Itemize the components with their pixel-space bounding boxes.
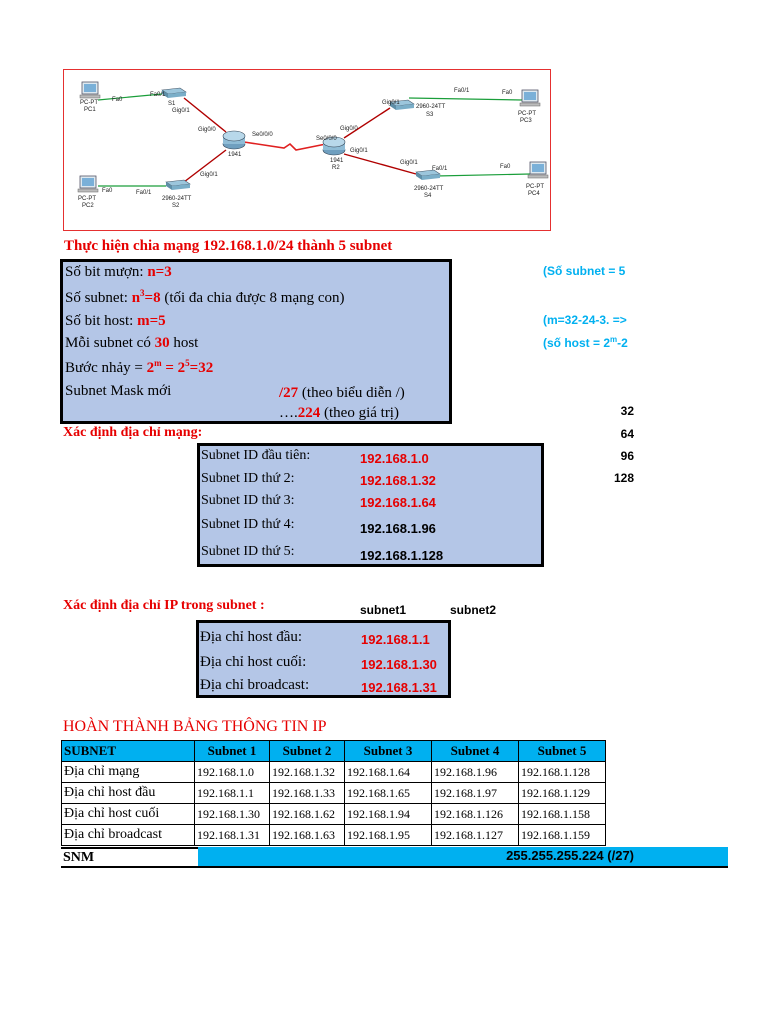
- subnet-id-label-3: Subnet ID thứ 3:: [201, 493, 295, 508]
- table-row: [62, 804, 606, 825]
- first-host-label: Địa chỉ host đầu:: [200, 629, 303, 645]
- hosts-per-subnet-line: Mỗi subnet có 30 host: [65, 335, 199, 351]
- host-range-box: [196, 620, 451, 698]
- bit-borrow-value: n=3: [147, 264, 172, 280]
- r1-port-se000: Se0/0/0: [252, 132, 273, 138]
- pc2-port: Fa0: [102, 188, 113, 194]
- router-r1-icon: [223, 131, 245, 149]
- subnet-id-label-5: Subnet ID thứ 5:: [201, 544, 295, 559]
- step-number-1: 32: [620, 404, 634, 418]
- r2-port-gig00: Gig0/0: [340, 126, 358, 132]
- pc3-type: PC-PT: [518, 111, 536, 117]
- table-header-subnet-5: Subnet 5: [519, 741, 606, 762]
- table-cell: 192.168.1.65: [345, 783, 432, 804]
- r2-name: R2: [332, 165, 340, 171]
- table-cell: 192.168.1.127: [432, 825, 519, 846]
- step-number-3: 96: [620, 449, 634, 463]
- row-label-network: Địa chỉ mạng: [62, 762, 195, 783]
- ip-info-table: [61, 740, 606, 846]
- snm-bar: [198, 847, 728, 868]
- pc1-type: PC-PT: [80, 100, 98, 106]
- table-cell: 192.168.1.0: [195, 762, 270, 783]
- s2-name: S2: [172, 203, 180, 209]
- table-cell: 192.168.1.128: [519, 762, 606, 783]
- network-topology-diagram: [63, 69, 551, 231]
- table-header-row: [62, 741, 606, 762]
- subnet-id-value-4: 192.168.1.96: [360, 521, 436, 536]
- table-header-subnet-1: Subnet 1: [195, 741, 270, 762]
- pc2-icon: [78, 176, 98, 192]
- s4-model: 2960-24TT: [414, 186, 444, 192]
- note-subnet-count: (Số subnet = 5: [543, 264, 626, 278]
- s3-model: 2960-24TT: [416, 104, 446, 110]
- table-row: [62, 762, 606, 783]
- pc4-name: PC4: [528, 191, 540, 197]
- link-r2-s3: [344, 108, 390, 138]
- table-row: [62, 825, 606, 846]
- pc1-port: Fa0: [112, 97, 123, 103]
- first-host-value: 192.168.1.1: [361, 632, 430, 647]
- table-cell: 192.168.1.31: [195, 825, 270, 846]
- s4-name: S4: [424, 193, 432, 199]
- r2-port-se000: Se0/0/0: [316, 136, 337, 142]
- step-value: $2^m = 2^5=32$: [146, 358, 214, 376]
- broadcast-label: Địa chỉ broadcast:: [200, 677, 310, 693]
- s1-port-fa01: Fa0/1: [150, 92, 166, 98]
- topology-svg: [64, 70, 550, 230]
- table-cell: 192.168.1.159: [519, 825, 606, 846]
- subnet-id-value-3: 192.168.1.64: [360, 495, 436, 510]
- s1-name: S1: [168, 101, 176, 107]
- hosts-per-subnet-value: 30: [154, 335, 170, 351]
- r2-model: 1941: [330, 158, 344, 164]
- table-header-subnet-2: Subnet 2: [270, 741, 345, 762]
- host-bits-value: m=5: [137, 313, 166, 329]
- table-cell: 192.168.1.129: [519, 783, 606, 804]
- subnet-tag-1: subnet1: [360, 603, 407, 617]
- subnet-id-value-2: 192.168.1.32: [360, 473, 436, 488]
- row-label-broadcast: Địa chỉ broadcast: [62, 825, 195, 846]
- table-cell: 192.168.1.33: [270, 783, 345, 804]
- note-host-formula: (số host = $2^m-2$: [543, 335, 628, 350]
- last-host-label: Địa chỉ host cuối:: [200, 654, 307, 670]
- r2-port-gig01: Gig0/1: [350, 148, 368, 154]
- pc4-type: PC-PT: [526, 184, 544, 190]
- pc2-type: PC-PT: [78, 196, 96, 202]
- table-cell: 192.168.1.64: [345, 762, 432, 783]
- table-cell: 192.168.1.95: [345, 825, 432, 846]
- last-host-value: 192.168.1.30: [361, 657, 437, 672]
- broadcast-value: 192.168.1.31: [361, 680, 437, 695]
- table-cell: 192.168.1.97: [432, 783, 519, 804]
- snm-value: 255.255.255.224 (/27): [506, 848, 634, 863]
- table-cell: 192.168.1.96: [432, 762, 519, 783]
- subnet-id-label-4: Subnet ID thứ 4:: [201, 517, 295, 532]
- table-header-subnet-3: Subnet 3: [345, 741, 432, 762]
- table-cell: 192.168.1.30: [195, 804, 270, 825]
- mask-slash-value: /27: [279, 385, 299, 401]
- mask-decimal-value: 224: [297, 405, 321, 421]
- new-subnet-mask-label: Subnet Mask mới: [65, 383, 172, 399]
- table-header-subnet: SUBNET: [62, 741, 195, 762]
- pc3-icon: [520, 90, 540, 106]
- s3-port-fa01: Fa0/1: [454, 88, 470, 94]
- table-cell: 192.168.1.158: [519, 804, 606, 825]
- heading-ip-in-subnet: Xác định địa chỉ IP trong subnet :: [63, 598, 265, 613]
- s1-port-gig01: Gig0/1: [172, 108, 190, 114]
- mask-decimal-line: ….224 (theo giá trị): [279, 405, 399, 421]
- r1-model: 1941: [228, 152, 242, 158]
- link-serial-r1-r2: [244, 142, 326, 150]
- step-number-4: 128: [613, 471, 634, 485]
- r1-port-gig00: Gig0/0: [198, 127, 216, 133]
- pc4-port: Fa0: [500, 164, 511, 170]
- heading-subnetting-task: Thực hiện chia mạng 192.168.1.0/24 thành 5 subnet: [64, 238, 393, 254]
- s3-name: S3: [426, 112, 434, 118]
- snm-label: SNM: [61, 847, 198, 868]
- s2-model: 2960-24TT: [162, 196, 192, 202]
- step-line: Bước nhảy = $2^m = 2^5=32$: [65, 358, 214, 376]
- switch-s2-icon: [166, 180, 190, 190]
- table-row: [62, 783, 606, 804]
- row-label-first-host: Địa chỉ host đầu: [62, 783, 195, 804]
- subnet-calculation-box: [60, 259, 452, 424]
- pc1-name: PC1: [84, 107, 96, 113]
- subnet-tag-2: subnet2: [450, 603, 497, 617]
- table-header-subnet-4: Subnet 4: [432, 741, 519, 762]
- pc4-icon: [528, 162, 548, 178]
- s2-port-gig01: Gig0/1: [200, 172, 218, 178]
- host-bits-line: Số bit host: m=5: [65, 313, 166, 329]
- subnet-id-value-1: 192.168.1.0: [360, 451, 429, 466]
- s4-port-fa01: Fa0/1: [432, 166, 448, 172]
- heading-network-address: Xác định địa chỉ mạng:: [63, 425, 203, 440]
- step-number-2: 64: [620, 427, 634, 441]
- heading-ip-table: HOÀN THÀNH BẢNG THÔNG TIN IP: [63, 718, 327, 735]
- subnet-count-line: Số subnet: $n^3=8$ (tối đa chia được 8 mạng con): [65, 288, 345, 306]
- table-cell: 192.168.1.63: [270, 825, 345, 846]
- s3-port-gig01: Gig0/1: [382, 100, 400, 106]
- subnet-id-box: [197, 443, 544, 567]
- table-cell: 192.168.1.1: [195, 783, 270, 804]
- subnet-count-value: $n^3=8$: [131, 288, 161, 306]
- pc3-name: PC3: [520, 118, 532, 124]
- table-cell: 192.168.1.126: [432, 804, 519, 825]
- mask-slash-line: /27 (theo biểu diễn /): [279, 385, 405, 401]
- table-cell: 192.168.1.32: [270, 762, 345, 783]
- subnet-id-value-5: 192.168.1.128: [360, 548, 444, 563]
- link-s3-pc3: [409, 98, 522, 100]
- row-label-last-host: Địa chỉ host cuối: [62, 804, 195, 825]
- subnet-id-label-1: Subnet ID đầu tiên:: [201, 448, 311, 463]
- s4-port-gig01: Gig0/1: [400, 160, 418, 166]
- bit-borrow-line: Số bit mượn: n=3: [65, 264, 172, 280]
- table-cell: 192.168.1.62: [270, 804, 345, 825]
- pc2-name: PC2: [82, 203, 94, 209]
- link-s4-pc4: [436, 174, 530, 176]
- table-cell: 192.168.1.94: [345, 804, 432, 825]
- s2-port-fa01: Fa0/1: [136, 190, 152, 196]
- note-m-formula: (m=32-24-3. =>: [543, 313, 627, 327]
- pc3-port: Fa0: [502, 90, 513, 96]
- subnet-id-label-2: Subnet ID thứ 2:: [201, 471, 295, 486]
- pc1-icon: [80, 82, 100, 98]
- switch-s1-icon: [162, 88, 186, 98]
